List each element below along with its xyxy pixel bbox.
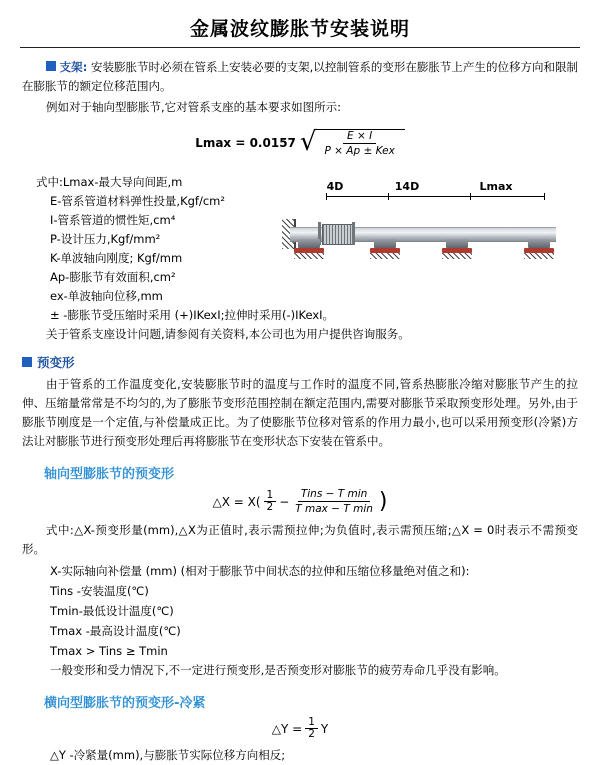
- axial-equation-lhs: △X = X(: [212, 494, 261, 509]
- lateral-equation-lhs: △Y =: [271, 721, 303, 736]
- support-intro-paragraph: [22, 58, 578, 96]
- axial-equation: [212, 488, 387, 515]
- list-item: ex-单波轴向位移,mm: [50, 289, 163, 303]
- support-heading: 支架:: [59, 60, 88, 74]
- axial-fraction-denominator: T max − T min: [295, 503, 373, 515]
- axial-fraction-numerator: Tins − T min: [298, 488, 370, 502]
- dimension-label-4d: 4D: [326, 180, 344, 193]
- list-item: I-管系管道的惯性矩,cm⁴: [50, 213, 176, 227]
- lmax-formula: [195, 129, 405, 157]
- lateral-where-text: △Y -冷紧量(mm),与膨胀节实际位移方向相反;: [50, 748, 286, 762]
- lmax-denominator: P × Ap ± Kex: [324, 145, 395, 157]
- list-item: X-实际轴向补偿量 (mm) (相对于膨胀节中间状态的拉伸和压缩位移量绝对值之和):: [50, 564, 470, 578]
- list-item: Tmax -最高设计温度(℃): [50, 624, 181, 638]
- lateral-pre-deformation-heading: 横向型膨胀节的预变形-冷紧: [44, 696, 206, 711]
- lmax-formula-label: Lmax = 0.0157: [195, 136, 296, 150]
- lmax-formula-box: [185, 125, 415, 161]
- list-item: Ap-膨胀节有效面积,cm²: [50, 270, 176, 284]
- axial-tail-note: 一般变形和受力情况下,不一定进行预变形,是否预变形对膨胀节的疲劳寿命几乎没有影响。: [50, 663, 506, 677]
- page-title: 金属波纹膨胀节安装说明: [189, 18, 410, 40]
- axial-temperature-fraction: [292, 488, 376, 515]
- pre-deformation-heading: 预变形: [37, 355, 75, 370]
- dimension-label-14d: 14D: [394, 180, 420, 193]
- list-item: 式中:Lmax-最大导向间距,m: [36, 175, 183, 189]
- support-closing-paragraph: 关于管系支座设计问题,请参阅有关资料,本公司也为用户提供咨询服务。: [46, 327, 410, 341]
- lateral-equation-rhs: Y: [320, 721, 329, 736]
- bellows-expansion-joint-icon: [322, 224, 354, 245]
- pipe-support-icon: [294, 239, 324, 257]
- axial-equation-rhs: ): [378, 488, 388, 514]
- diagram-column: [280, 169, 578, 289]
- lmax-fraction: [314, 129, 404, 157]
- dimension-label-lmax: Lmax: [479, 180, 513, 193]
- legend-column: [22, 169, 280, 306]
- pipe-support-icon: [524, 239, 554, 257]
- axial-equation-block: [22, 488, 578, 515]
- blue-square-icon: [22, 357, 32, 367]
- lmax-numerator: E × I: [343, 130, 376, 144]
- pipe-support-diagram: [282, 179, 564, 289]
- list-item: Tins -安装温度(℃): [50, 584, 149, 598]
- blue-square-icon: [46, 61, 56, 71]
- list-item: P-设计压力,Kgf/mm²: [50, 232, 161, 246]
- diagram-dimension-lines: [304, 193, 544, 201]
- axial-notes-list: [22, 561, 578, 661]
- pipe-support-icon: [442, 239, 472, 257]
- pre-deformation-paragraph: 由于管系的工作温度变化,安装膨胀节时的温度与工作时的温度不同,管系热膨胀冷缩对膨胀节产生的拉伸、压缩量常常是不均匀的,为了膨胀节变形范围控制在额定范围内,需要对膨胀节采取预变形处理。另外,由于膨胀节刚度是一个定值,与补偿量成正比。为了使膨胀节位移对管系的作用力最小,也可以采用预变形(冷紧)方法让对膨胀节进行预变形处理后再将膨胀节在变形状态下安装在管系中。: [22, 377, 578, 448]
- radical-icon: √: [299, 127, 317, 157]
- lateral-half-numerator: 1: [305, 717, 318, 729]
- flange-icon: [352, 222, 355, 245]
- legend-and-diagram-row: [22, 169, 578, 306]
- sqrt-group: [300, 129, 405, 157]
- pipe-assembly-graphic: [282, 205, 564, 269]
- document-body: [0, 58, 600, 765]
- diagram-dimension-labels: [282, 179, 564, 193]
- support-example-paragraph: 例如对于轴向型膨胀节,它对管系支座的基本要求如图所示:: [46, 100, 342, 114]
- list-item: Tmin-最低设计温度(℃): [50, 604, 174, 618]
- legend-list: [22, 173, 280, 306]
- pipe-support-icon: [370, 239, 400, 257]
- lmax-formula-block: [22, 125, 578, 161]
- support-paragraph-text: 安装膨胀节时必须在管系上安装必要的支架,以控制管系的变形在膨胀节上产生的位移方向和限制在膨胀节的额定位移范围内。: [22, 60, 579, 93]
- document-page: [0, 14, 600, 762]
- list-item: K-单波轴向刚度; Kgf/mm: [50, 251, 183, 265]
- axial-pre-deformation-heading: 轴向型膨胀节的预变形: [44, 467, 175, 482]
- axial-half-fraction: [264, 490, 277, 513]
- title-divider: [20, 47, 580, 48]
- support-legend-note: ± -膨胀节受压缩时采用 (+)ⅠKexⅠ;拉伸时采用(-)ⅠKexⅠ。: [50, 308, 335, 322]
- axial-half-numerator: 1: [264, 490, 277, 502]
- lateral-half-denominator: 2: [308, 728, 315, 740]
- axial-equation-minus: −: [279, 494, 290, 509]
- axial-half-denominator: 2: [266, 501, 274, 513]
- list-item: Tmax > Tins ≥ Tmin: [50, 644, 168, 658]
- list-item: E-管系管道材料弹性投量,Kgf/cm²: [50, 194, 225, 208]
- axial-where-text: 式中:△X-预变形量(mm),△X为正值时,表示需预拉伸;为负值时,表示需预压缩;△X = 0时表示不需预变形。: [22, 523, 578, 556]
- pre-deformation-heading-row: [22, 353, 578, 371]
